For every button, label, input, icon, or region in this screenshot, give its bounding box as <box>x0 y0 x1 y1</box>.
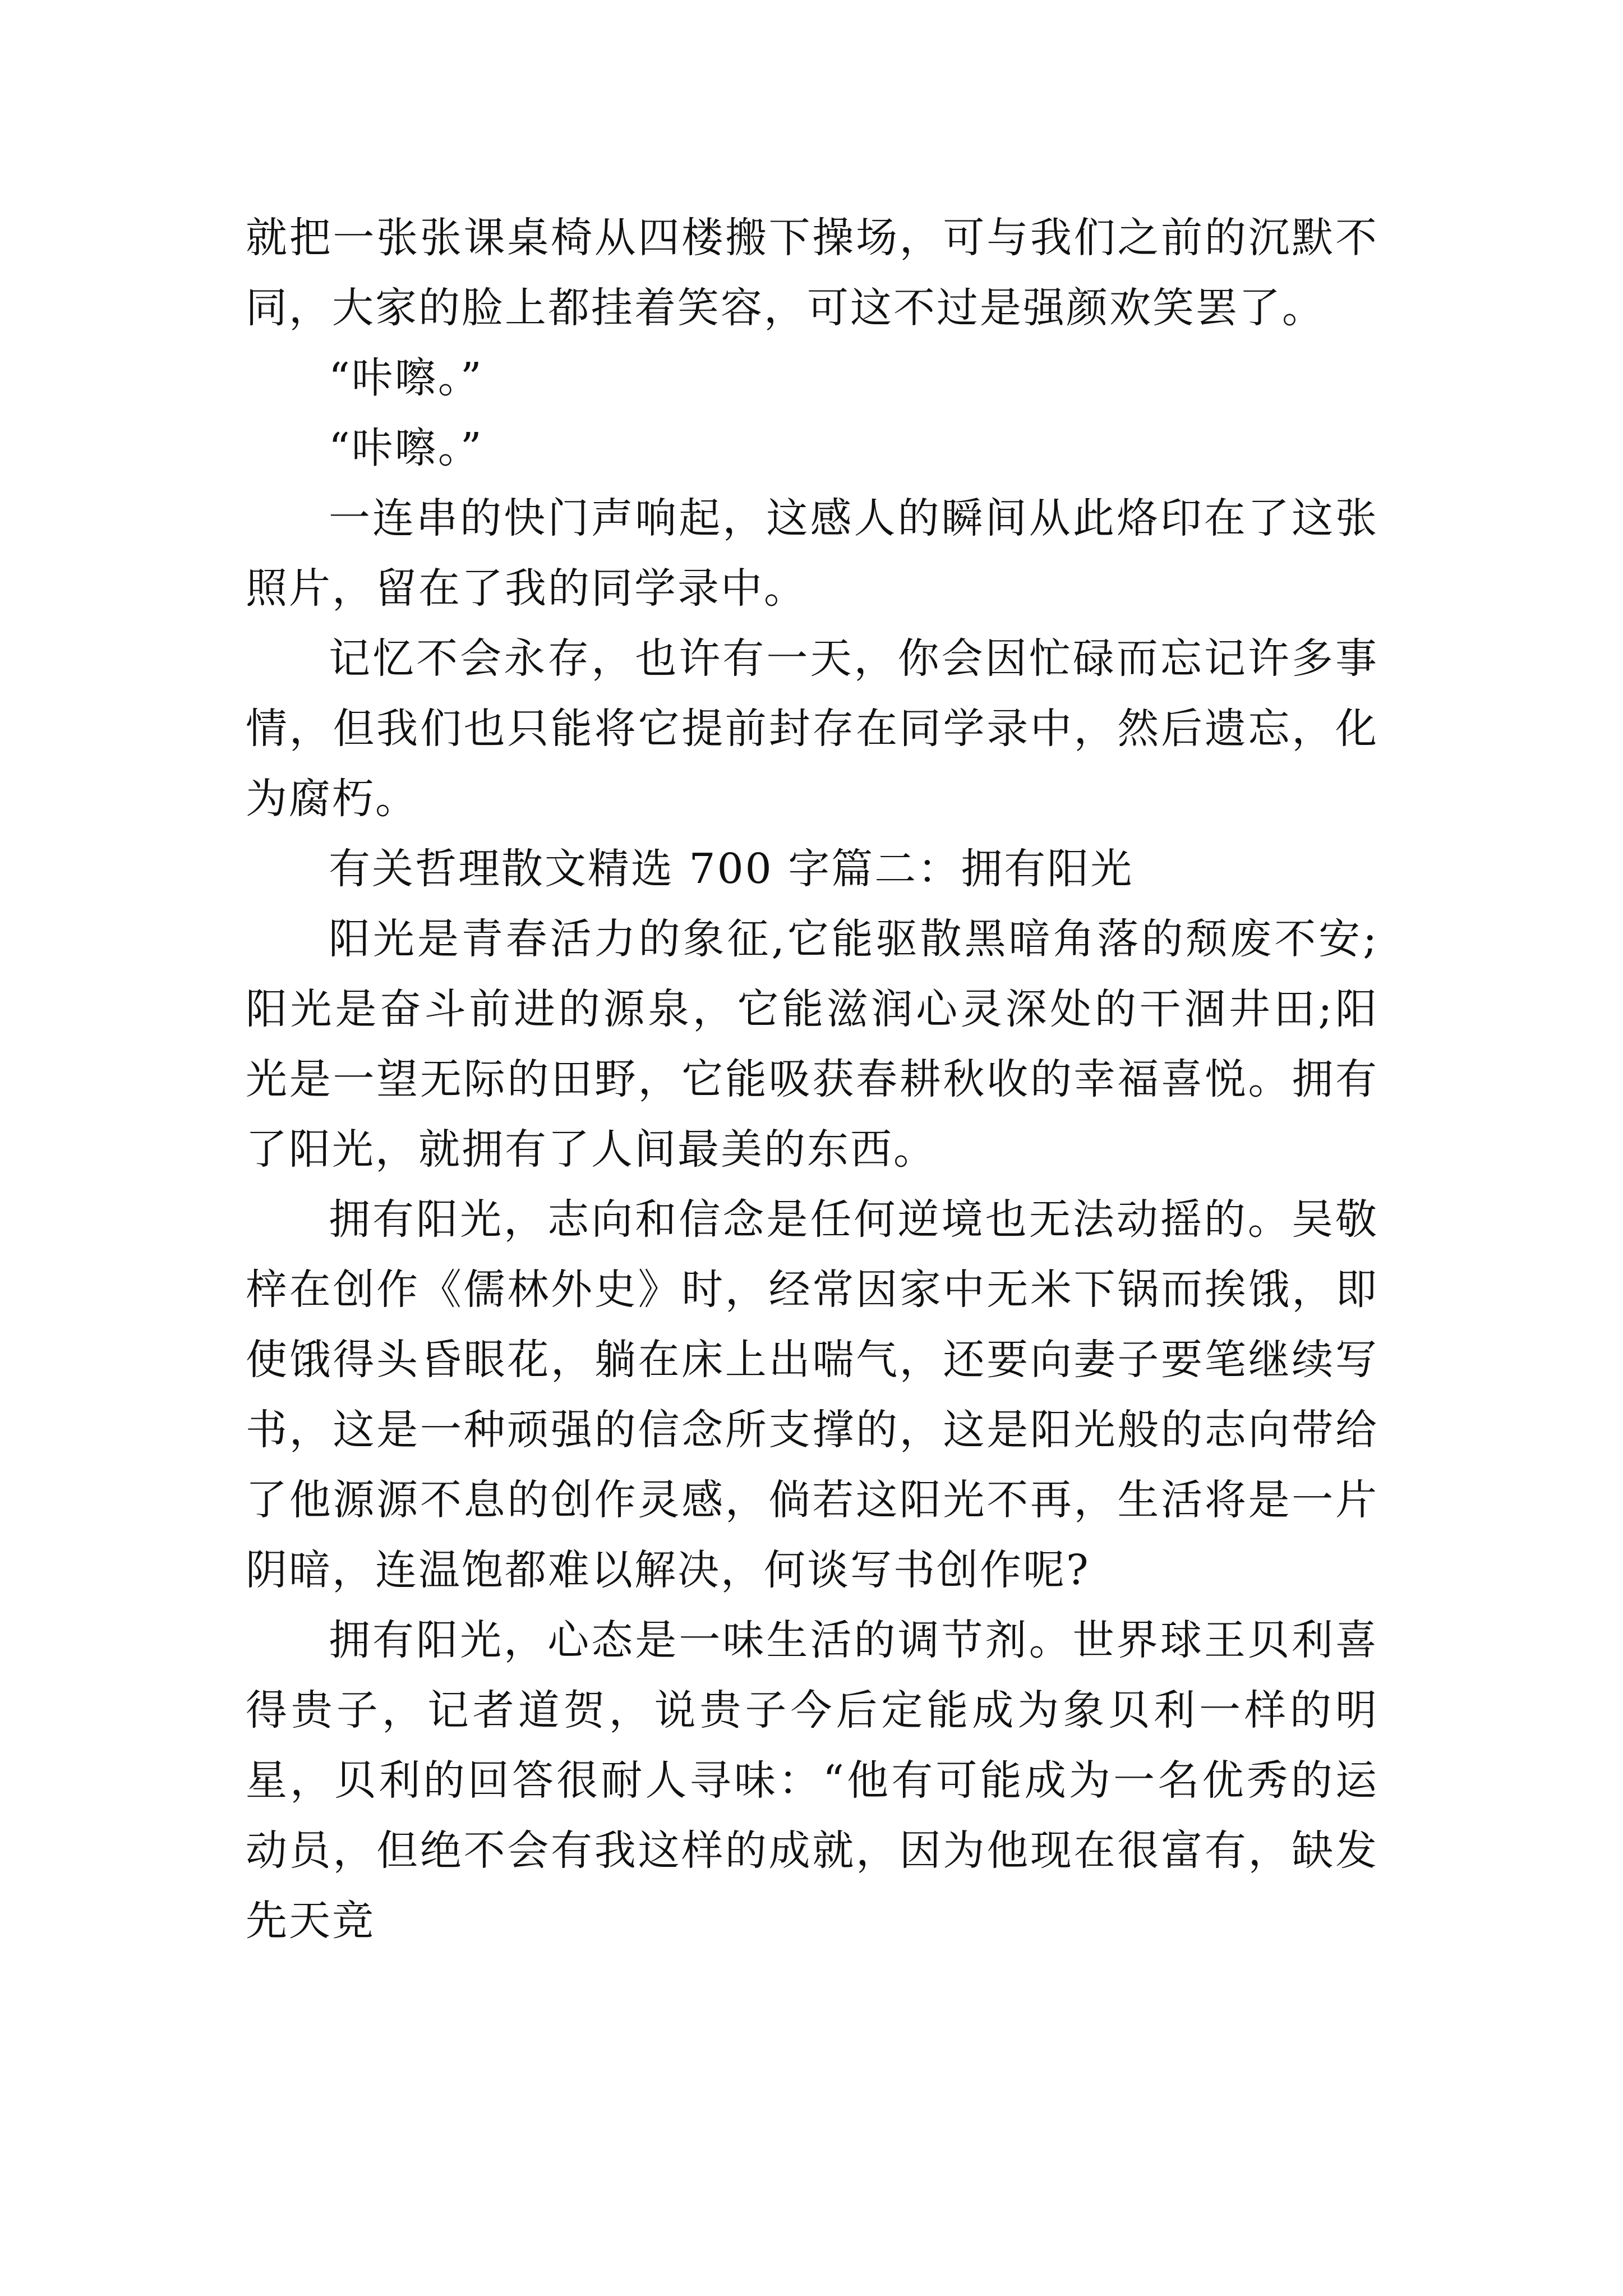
paragraph: 一连串的快门声响起，这感人的瞬间从此烙印在了这张照片，留在了我的同学录中。 <box>246 494 1378 613</box>
paragraph: “咔嚓。” <box>329 424 483 472</box>
document-body <box>246 203 1378 1956</box>
section-heading: 有关哲理散文精选 700 字篇二：拥有阳光 <box>329 845 1134 893</box>
paragraph: 记忆不会永存，也许有一天，你会因忙碌而忘记许多事情，但我们也只能将它提前封存在同学录中，然后遗忘，化为腐朽。 <box>246 634 1378 823</box>
paragraph: 拥有阳光，志向和信念是任何逆境也无法动摇的。吴敬梓在创作《儒林外史》时，经常因家中无米下锅而挨饿，即使饿得头昏眼花，躺在床上出喘气，还要向妻子要笔继续写书，这是一种顽强的信念所支撑的，这是阳光般的志向带给了他源源不息的创作灵感，倘若这阳光不再，生活将是一片阴暗，连温饱都难以解决，何谈写书创作呢? <box>246 1195 1378 1594</box>
paragraph: 就把一张张课桌椅从四楼搬下操场，可与我们之前的沉默不同，大家的脸上都挂着笑容，可这不过是强颜欢笑罢了。 <box>246 214 1378 332</box>
paragraph: 阳光是青春活力的象征,它能驱散黑暗角落的颓废不安;阳光是奋斗前进的源泉，它能滋润心灵深处的干涸井田;阳光是一望无际的田野，它能吸获春耕秋收的幸福喜悦。拥有了阳光，就拥有了人间最美的东西。 <box>246 915 1378 1174</box>
paragraph: “咔嚓。” <box>329 354 483 402</box>
paragraph: 拥有阳光，心态是一味生活的调节剂。世界球王贝利喜得贵子，记者道贺，说贵子今后定能成为象贝利一样的明星，贝利的回答很耐人寻味：“他有可能成为一名优秀的运动员，但绝不会有我这样的成就，因为他现在很富有，缺发先天竞 <box>246 1616 1378 1945</box>
